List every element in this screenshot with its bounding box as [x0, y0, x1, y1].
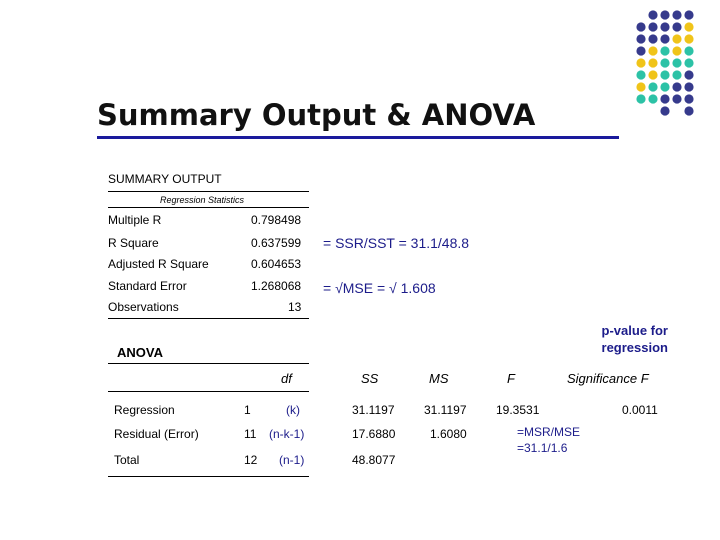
- anova-f-regression: 19.3531: [496, 403, 540, 417]
- decorative-dot: [648, 82, 657, 91]
- anova-header-ms: MS: [429, 371, 449, 386]
- anova-source-residual: Residual (Error): [114, 427, 199, 441]
- anova-header-rule: [108, 391, 309, 392]
- decorative-dot: [648, 34, 657, 43]
- anova-header-df: df: [281, 371, 292, 386]
- decorative-dot: [672, 82, 681, 91]
- decorative-dot: [672, 94, 681, 103]
- decorative-dot: [684, 94, 693, 103]
- decorative-dot: [636, 58, 645, 67]
- anova-ss-total: 48.8077: [352, 453, 396, 467]
- anova-ms-residual: 1.6080: [430, 427, 467, 441]
- multiple-r-value: 0.798498: [251, 213, 302, 227]
- anova-ss-regression: 31.1197: [352, 403, 395, 417]
- decorative-dot: [660, 22, 669, 31]
- decorative-dot: [672, 10, 681, 19]
- title-underline: [97, 136, 619, 139]
- anova-header-ss: SS: [361, 371, 379, 386]
- regstat-bottom-rule: [108, 318, 309, 319]
- decorative-dot: [648, 22, 657, 31]
- r-square-annotation: = SSR/SST = 31.1/48.8: [323, 235, 470, 251]
- anova-df-note-regression: (k): [286, 403, 300, 417]
- regstat-mid-rule: [108, 207, 309, 208]
- anova-df-note-residual: (n-k-1): [269, 427, 305, 441]
- decorative-dot: [636, 46, 645, 55]
- decorative-dot: [684, 34, 693, 43]
- decorative-dot: [636, 34, 645, 43]
- decorative-dot: [660, 58, 669, 67]
- regstat-top-rule: [108, 191, 309, 192]
- decorative-dot: [636, 82, 645, 91]
- anova-source-regression: Regression: [114, 403, 175, 417]
- anova-df-regression: 1: [244, 403, 251, 417]
- anova-source-total: Total: [114, 453, 140, 467]
- decorative-dot: [660, 46, 669, 55]
- anova-df-residual: 11: [244, 427, 257, 441]
- anova-header-significance-f: Significance F: [567, 371, 649, 386]
- decorative-dot: [636, 94, 645, 103]
- adjusted-r-square-value: 0.604653: [251, 257, 302, 271]
- anova-df-total: 12: [244, 453, 258, 467]
- decorative-dot: [636, 22, 645, 31]
- decorative-dot: [660, 70, 669, 79]
- standard-error-value: 1.268068: [251, 279, 302, 293]
- decorative-dot: [684, 70, 693, 79]
- decorative-dot: [684, 22, 693, 31]
- observations-value: 13: [288, 300, 302, 314]
- adjusted-r-square-label: Adjusted R Square: [108, 257, 209, 271]
- anova-title: ANOVA: [117, 345, 163, 360]
- msr-mse-annotation: =MSR/MSE =31.1/1.6: [517, 425, 581, 455]
- slide-title: Summary Output & ANOVA: [97, 98, 536, 132]
- anova-significance-regression: 0.0011: [622, 403, 658, 417]
- decorative-dot: [684, 106, 693, 115]
- standard-error-annotation: = √MSE = √ 1.608: [323, 280, 436, 296]
- r-square-label: R Square: [108, 236, 159, 250]
- decorative-dot: [672, 58, 681, 67]
- anova-header-f: F: [507, 371, 515, 386]
- decorative-dot: [648, 10, 657, 19]
- decorative-dot: [672, 34, 681, 43]
- summary-output-header: SUMMARY OUTPUT: [108, 172, 222, 186]
- decorative-dot: [660, 94, 669, 103]
- decorative-dot: [684, 58, 693, 67]
- standard-error-label: Standard Error: [108, 279, 187, 293]
- decorative-dot: [648, 70, 657, 79]
- r-square-value: 0.637599: [251, 236, 302, 250]
- decorative-dot: [684, 10, 693, 19]
- decorative-dot: [684, 82, 693, 91]
- p-value-annotation: p-value for regression: [601, 323, 668, 355]
- anova-top-rule: [108, 363, 309, 364]
- decorative-dot: [672, 46, 681, 55]
- decorative-dot: [660, 34, 669, 43]
- decorative-dot: [660, 106, 669, 115]
- decorative-dot: [660, 10, 669, 19]
- decorative-dot-grid: [636, 10, 720, 120]
- anova-ss-residual: 17.6880: [352, 427, 396, 441]
- anova-bottom-rule: [108, 476, 309, 477]
- decorative-dot: [684, 46, 693, 55]
- regression-statistics-label: Regression Statistics: [160, 195, 245, 205]
- decorative-dot: [648, 46, 657, 55]
- decorative-dot: [672, 22, 681, 31]
- decorative-dot: [660, 82, 669, 91]
- decorative-dot: [648, 58, 657, 67]
- anova-ms-regression: 31.1197: [424, 403, 467, 417]
- multiple-r-label: Multiple R: [108, 213, 162, 227]
- anova-df-note-total: (n-1): [279, 453, 305, 467]
- observations-label: Observations: [108, 300, 179, 314]
- decorative-dot: [648, 94, 657, 103]
- decorative-dot: [636, 70, 645, 79]
- decorative-dot: [672, 70, 681, 79]
